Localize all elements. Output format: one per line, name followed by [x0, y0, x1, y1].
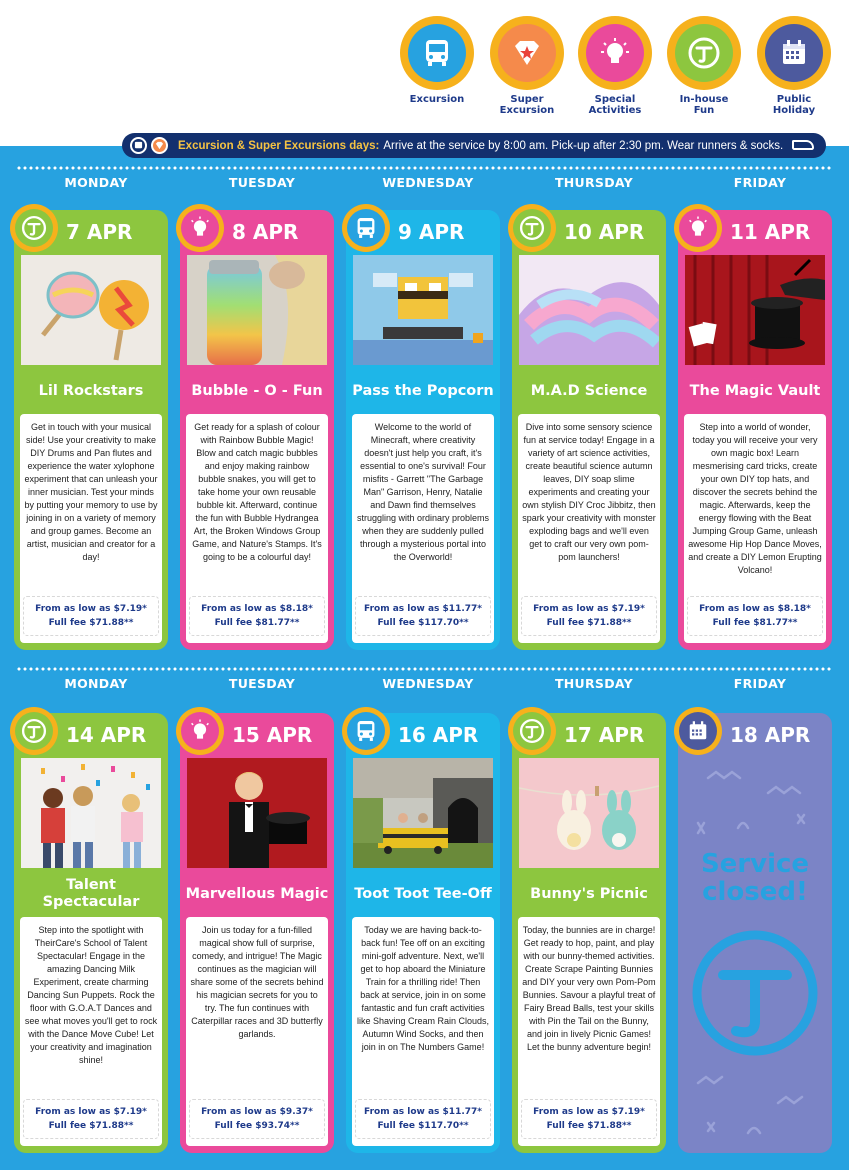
activity-details: [20, 414, 162, 643]
in-house-logo-icon: [513, 209, 551, 247]
activity-details: [518, 917, 660, 1146]
activity-card[interactable]: [180, 210, 334, 650]
legend-in-house-fun: [659, 16, 749, 116]
card-date: 17 APR: [564, 723, 645, 747]
activity-badge: [10, 707, 58, 755]
activity-title: Lil Rockstars: [38, 382, 144, 399]
card-date: 15 APR: [232, 723, 313, 747]
price-low: From as low as $7.19*: [35, 604, 147, 614]
price-low: From as low as $7.19*: [533, 604, 645, 614]
price-low: From as low as $11.77*: [364, 1107, 482, 1117]
price-box: [521, 1099, 657, 1139]
price-low: From as low as $7.19*: [35, 1107, 147, 1117]
card-date: 10 APR: [564, 220, 645, 244]
activity-badge: [674, 707, 722, 755]
in-house-logo-icon: [15, 712, 53, 750]
price-full: Full fee $81.77**: [214, 618, 300, 628]
lightbulb-icon: [586, 24, 644, 82]
price-full: Full fee $117.70**: [377, 618, 469, 628]
bus-icon: [130, 137, 147, 154]
legend-public-holiday: [749, 16, 839, 116]
activity-badge: [10, 204, 58, 252]
day-label: FRIDAY: [733, 676, 787, 691]
card-date: 7 APR: [66, 220, 133, 244]
price-box: [189, 596, 325, 636]
activity-card[interactable]: [14, 210, 168, 650]
activity-photo: [519, 255, 659, 365]
day-label: TUESDAY: [228, 175, 296, 190]
bus-icon: [408, 24, 466, 82]
activity-description: Step into the spotlight with TheirCare's School of Talent Spectacular! Engage in the amazing Dancing Milk Experiment, create charming Dancing Sun Puppets. Rock the floor with G.O.A.T Dances and see what moves you'll get to rock with the Dance Move Cube! Let your creativity and imagination shine!: [24, 925, 158, 1065]
holiday-card: [678, 713, 832, 1153]
shoe-icon: [792, 140, 814, 150]
activity-badge: [342, 707, 390, 755]
activity-title: Bubble - O - Fun: [191, 382, 323, 399]
activity-badge: [674, 204, 722, 252]
day-label: THURSDAY: [554, 175, 634, 190]
activity-description: Dive into some sensory science fun at service today! Engage in a variety of art science activities, create beautiful science autumn leaves, DIY soap slime experiments and creating your own stylish DIY Croc Jibbitz, then spark your creativity with monster exploding bags and we'll even get to craft our very own pom-pom launchers!: [522, 422, 656, 562]
activity-badge: [508, 707, 556, 755]
price-full: Full fee $93.74**: [214, 1121, 300, 1131]
divider: [16, 166, 833, 170]
legend: [0, 0, 849, 135]
legend-label: Excursion: [409, 94, 465, 105]
price-box: [23, 596, 159, 636]
activity-photo: [187, 255, 327, 365]
activity-title: M.A.D Science: [530, 382, 648, 399]
activity-card[interactable]: [512, 210, 666, 650]
price-box: [189, 1099, 325, 1139]
activity-badge: [508, 204, 556, 252]
day-label: WEDNESDAY: [382, 676, 474, 691]
activity-details: [684, 414, 826, 643]
activity-title: Pass the Popcorn: [352, 382, 494, 399]
price-full: Full fee $71.88**: [48, 1121, 134, 1131]
lightbulb-icon: [181, 712, 219, 750]
activity-badge: [342, 204, 390, 252]
lightbulb-icon: [679, 209, 717, 247]
activity-title: Marvellous Magic: [185, 885, 329, 902]
activity-details: [186, 414, 328, 643]
activity-card[interactable]: [346, 713, 500, 1153]
activity-title: Bunny's Picnic: [530, 885, 648, 902]
price-box: [355, 1099, 491, 1139]
activity-photo: [21, 758, 161, 868]
activity-description: Today we are having back-to-back fun! Tee off on an exciting mini-golf adventure. Next, we'll get to hop aboard the Miniature Train for a thrilling ride! Then back at service, join in on some fantastic and fun craft activities like Shaving Cream Rain Clouds, Autumn Wind Socks, and then join in on The Numbers Game!: [356, 925, 490, 1052]
activity-photo: [353, 255, 493, 365]
card-date: 8 APR: [232, 220, 299, 244]
card-date: 9 APR: [398, 220, 465, 244]
day-label: TUESDAY: [228, 676, 296, 691]
price-full: Full fee $117.70**: [377, 1121, 469, 1131]
activity-badge: [176, 204, 224, 252]
activity-details: [352, 917, 494, 1146]
legend-excursion: [392, 16, 482, 105]
activity-details: [352, 414, 494, 643]
card-date: 11 APR: [730, 220, 811, 244]
price-box: [521, 596, 657, 636]
activity-description: Welcome to the world of Minecraft, where creativity doesn't just help you craft, it's essential to one's survival! Four misfits - Garrett "The Garbage Man" Garrison, Henry, Natalie and Dawn find themselves struggling with ordinary problems when they are suddenly pulled through a mysterious portal into the Overworld!: [356, 422, 490, 562]
price-full: Full fee $71.88**: [546, 618, 632, 628]
activity-description: Step into a world of wonder, today you will receive your very own magic box! Learn mesmerising card tricks, create your own DIY top hats, and discover the secrets behind the magic. Afterwards, keep the energy flowing with the Beat Jumping Group Game, unleash awesome Hip Hop Dance Moves, and create a DIY Lemon Erupting Volcano!: [688, 422, 822, 575]
activity-description: Get ready for a splash of colour with Rainbow Bubble Magic! Blow and catch magic bubbles and enjoy making rainbow bubble snakes, you will get to take home your own reusable bubble kit. Afterward, continue the fun with Bubble Hydrangea Art, the Broken Windows Group Game, and Nature's Stamps. It's going to be a colourful day!: [192, 422, 322, 562]
activity-card[interactable]: [346, 210, 500, 650]
service-closed-text: Service closed!: [700, 849, 810, 907]
legend-label: Public Holiday: [772, 94, 816, 116]
activity-badge: [176, 707, 224, 755]
activity-description: Get in touch with your musical side! Use your creativity to make DIY Drums and Pan flutes and experience the water xylophone experiment that can unleash your inner musician. Test your minds by putting your memory to use by joining in on a variety of memory and group games. Become an artist, musician and creator for a day!: [24, 422, 158, 562]
card-date: 16 APR: [398, 723, 479, 747]
legend-label: Super Excursion: [499, 94, 555, 116]
price-box: [23, 1099, 159, 1139]
banner-bold: Excursion & Super Excursions days:: [178, 139, 380, 152]
legend-label: Special Activities: [588, 94, 642, 116]
card-date: 14 APR: [66, 723, 147, 747]
day-label: WEDNESDAY: [382, 175, 474, 190]
excursion-banner: [122, 133, 826, 158]
activity-details: [518, 414, 660, 643]
in-house-logo-icon: [675, 24, 733, 82]
price-full: Full fee $71.88**: [48, 618, 134, 628]
activity-card[interactable]: [678, 210, 832, 650]
day-label: FRIDAY: [733, 175, 787, 190]
legend-label: In-house Fun: [679, 94, 729, 116]
price-low: From as low as $8.18*: [699, 604, 811, 614]
banner-text: Arrive at the service by 8:00 am. Pick-up after 2:30 pm. Wear runners & socks.: [383, 139, 784, 152]
decorative-pattern: [678, 753, 832, 1153]
lightbulb-icon: [181, 209, 219, 247]
divider: [16, 667, 833, 671]
activity-photo: [519, 758, 659, 868]
super-star-icon: [151, 137, 168, 154]
activity-card[interactable]: [180, 713, 334, 1153]
super-star-icon: [498, 24, 556, 82]
price-full: Full fee $81.77**: [712, 618, 798, 628]
activity-description: Join us today for a fun-filled magical show full of surprise, comedy, and intrigue! The Magic continues as the magician will share some of the secrets behind his magician secrets for you to try. The fun continues with Caterpillar races and 3D butterfly garlands.: [190, 925, 324, 1039]
activity-photo: [685, 255, 825, 365]
service-closed-panel: [678, 753, 832, 1153]
day-label: MONDAY: [64, 175, 128, 190]
price-low: From as low as $8.18*: [201, 604, 313, 614]
day-label: THURSDAY: [554, 676, 634, 691]
in-house-logo-icon: [513, 712, 551, 750]
activity-title: The Magic Vault: [689, 382, 821, 399]
activity-photo: [21, 255, 161, 365]
price-low: From as low as $11.77*: [364, 604, 482, 614]
activity-photo: [353, 758, 493, 868]
activity-title: Toot Toot Tee-Off: [354, 885, 492, 902]
activity-description: Today, the bunnies are in charge! Get ready to hop, paint, and play with our bunny-themed activities. Create Scrape Painting Bunnies and DIY your very own Pom-Pom Bunnies. Savour a playful treat of Fairy Bread Balls, test your skills with Pin the Tail on the Bunny, and join in lively Picnic Games! Let the bunny adventure begin!: [522, 925, 656, 1052]
price-full: Full fee $71.88**: [546, 1121, 632, 1131]
price-low: From as low as $9.37*: [201, 1107, 313, 1117]
bus-icon: [347, 712, 385, 750]
day-label: MONDAY: [64, 676, 128, 691]
activity-card[interactable]: [512, 713, 666, 1153]
price-box: [355, 596, 491, 636]
calendar-icon: [679, 712, 717, 750]
price-box: [687, 596, 823, 636]
calendar-icon: [765, 24, 823, 82]
activity-card[interactable]: [14, 713, 168, 1153]
in-house-logo-icon: [15, 209, 53, 247]
bus-icon: [347, 209, 385, 247]
activity-details: [20, 917, 162, 1146]
activity-photo: [187, 758, 327, 868]
price-low: From as low as $7.19*: [533, 1107, 645, 1117]
card-date: 18 APR: [730, 723, 811, 747]
activity-title: Talent Spectacular: [42, 877, 140, 910]
legend-special-activities: [570, 16, 660, 116]
legend-super-excursion: [482, 16, 572, 116]
activity-details: [186, 917, 328, 1146]
